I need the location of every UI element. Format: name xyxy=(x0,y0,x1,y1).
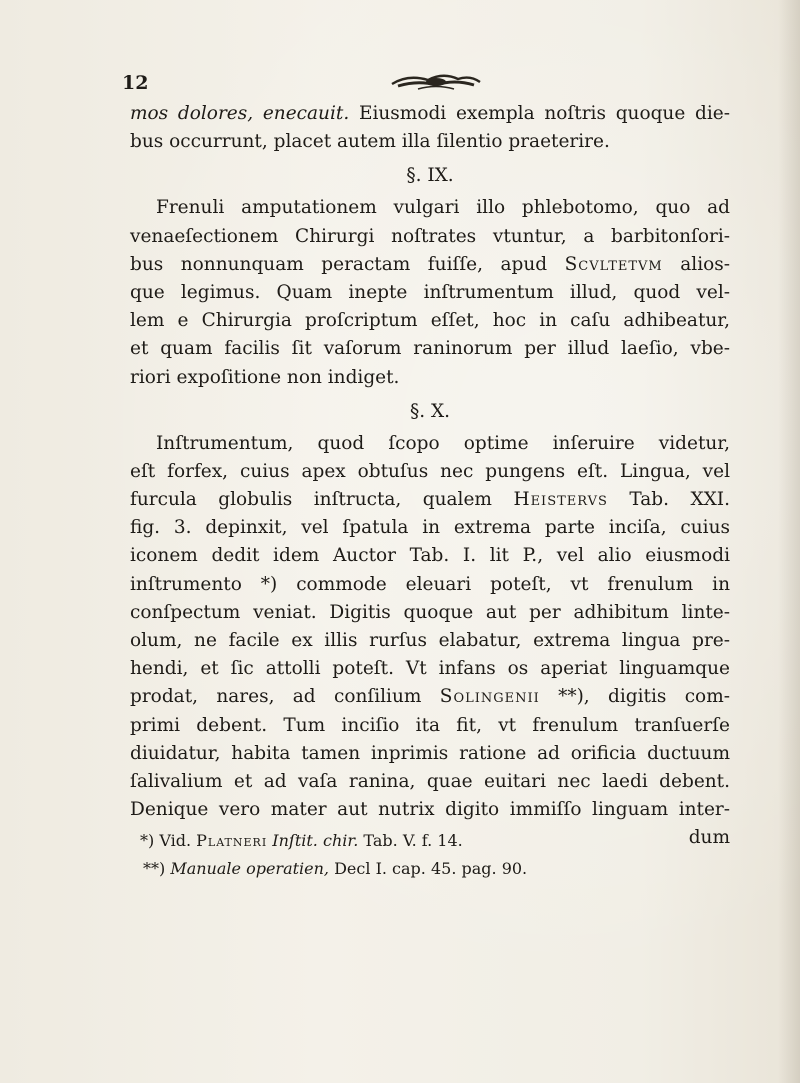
author-name-scultetus: Scvltetvm xyxy=(564,253,663,275)
section-heading-x: §. X. xyxy=(409,400,451,422)
body-line: bus occurrunt, placet autem illa ſilentio praeterire. xyxy=(130,131,610,153)
section-heading-ix: §. IX. xyxy=(406,165,454,187)
body-line: olum, ne facile ex illis rurſus elabatur, extrema lingua pre- xyxy=(130,630,730,651)
footnote-title: Inſtit. chir. xyxy=(272,831,359,850)
body-line: Denique vero mater aut nutrix digito immiſſo linguam inter- xyxy=(130,799,730,821)
footnote-title: Manuale operatien, xyxy=(170,859,330,878)
body-line: que legimus. Quam inepte inſtrumentum illud, quod vel- xyxy=(130,281,730,303)
body-line: iconem dedit idem Auctor Tab. I. lit P., vel alio eiusmodi xyxy=(130,545,730,567)
body-line: ſalivalium et ad vaſa ranina, quae euitari nec laedi debent. xyxy=(130,770,730,792)
author-name-solingen: Solingenii xyxy=(439,686,540,708)
page-number: 12 xyxy=(122,72,149,94)
page-edge-shadow xyxy=(778,0,800,1083)
line-italic-part: mos dolores, enecauit. xyxy=(130,103,350,124)
body-line: et quam facilis ſit vaſorum raninorum per illud laeſio, vbe- xyxy=(130,338,730,360)
footnote-1: *) Vid. Platneri Inſtit. chir. Tab. V. f. 14. xyxy=(140,831,463,850)
body-line: mos dolores, enecauit. Eiusmodi exempla noſtris quoque die- xyxy=(130,103,730,124)
body-line: inſtrumento *) commode eleuari poteſt, vt frenulum in xyxy=(130,573,730,595)
body-line: Frenuli amputationem vulgari illo phlebotomo, quo ad xyxy=(156,197,730,219)
body-line: furcula globulis inſtructa, qualem Heistervs Tab. XXI. xyxy=(130,489,730,511)
body-line: bus nonnunquam peractam fuiſſe, apud Scvltetvm alios- xyxy=(130,253,730,275)
body-line: prodat, nares, ad conſilium Solingenii **), digitis com- xyxy=(130,686,730,708)
body-line: diuidatur, habita tamen inprimis ratione ad orificia ductuum xyxy=(130,742,730,764)
footnote-2: **) Manuale operatien, Decl I. cap. 45. pag. 90. xyxy=(143,859,528,878)
body-line: eſt forfex, cuius apex obtuſus nec pungens eſt. Lingua, vel xyxy=(130,460,730,482)
body-line: venaeſectionem Chirurgi noſtrates vtuntur, a barbitonſori- xyxy=(130,225,730,247)
footnotes xyxy=(140,827,720,883)
body-line: fig. 3. depinxit, vel ſpatula in extrema parte inciſa, cuius xyxy=(130,517,730,539)
body-line: riori expoſitione non indiget. xyxy=(130,366,400,388)
footnote-author: Platneri xyxy=(196,831,268,850)
header-ornament-icon xyxy=(388,70,483,92)
body-line: lem e Chirurgia proſcriptum eſſet, hoc in caſu adhibeatur, xyxy=(130,310,730,332)
author-name-heister: Heistervs xyxy=(513,489,608,511)
body-text xyxy=(130,100,730,853)
body-line: Inſtrumentum, quod ſcopo optime inſeruire videtur, xyxy=(156,432,730,454)
catchword: dum xyxy=(688,827,730,849)
body-line: primi debent. Tum inciſio ita fit, vt frenulum tranſuerſe xyxy=(130,714,730,736)
body-line: hendi, et ſic attolli poteſt. Vt infans os aperiat linguamque xyxy=(130,658,730,680)
body-line: conſpectum veniat. Digitis quoque aut per adhibitum linte- xyxy=(130,601,730,623)
